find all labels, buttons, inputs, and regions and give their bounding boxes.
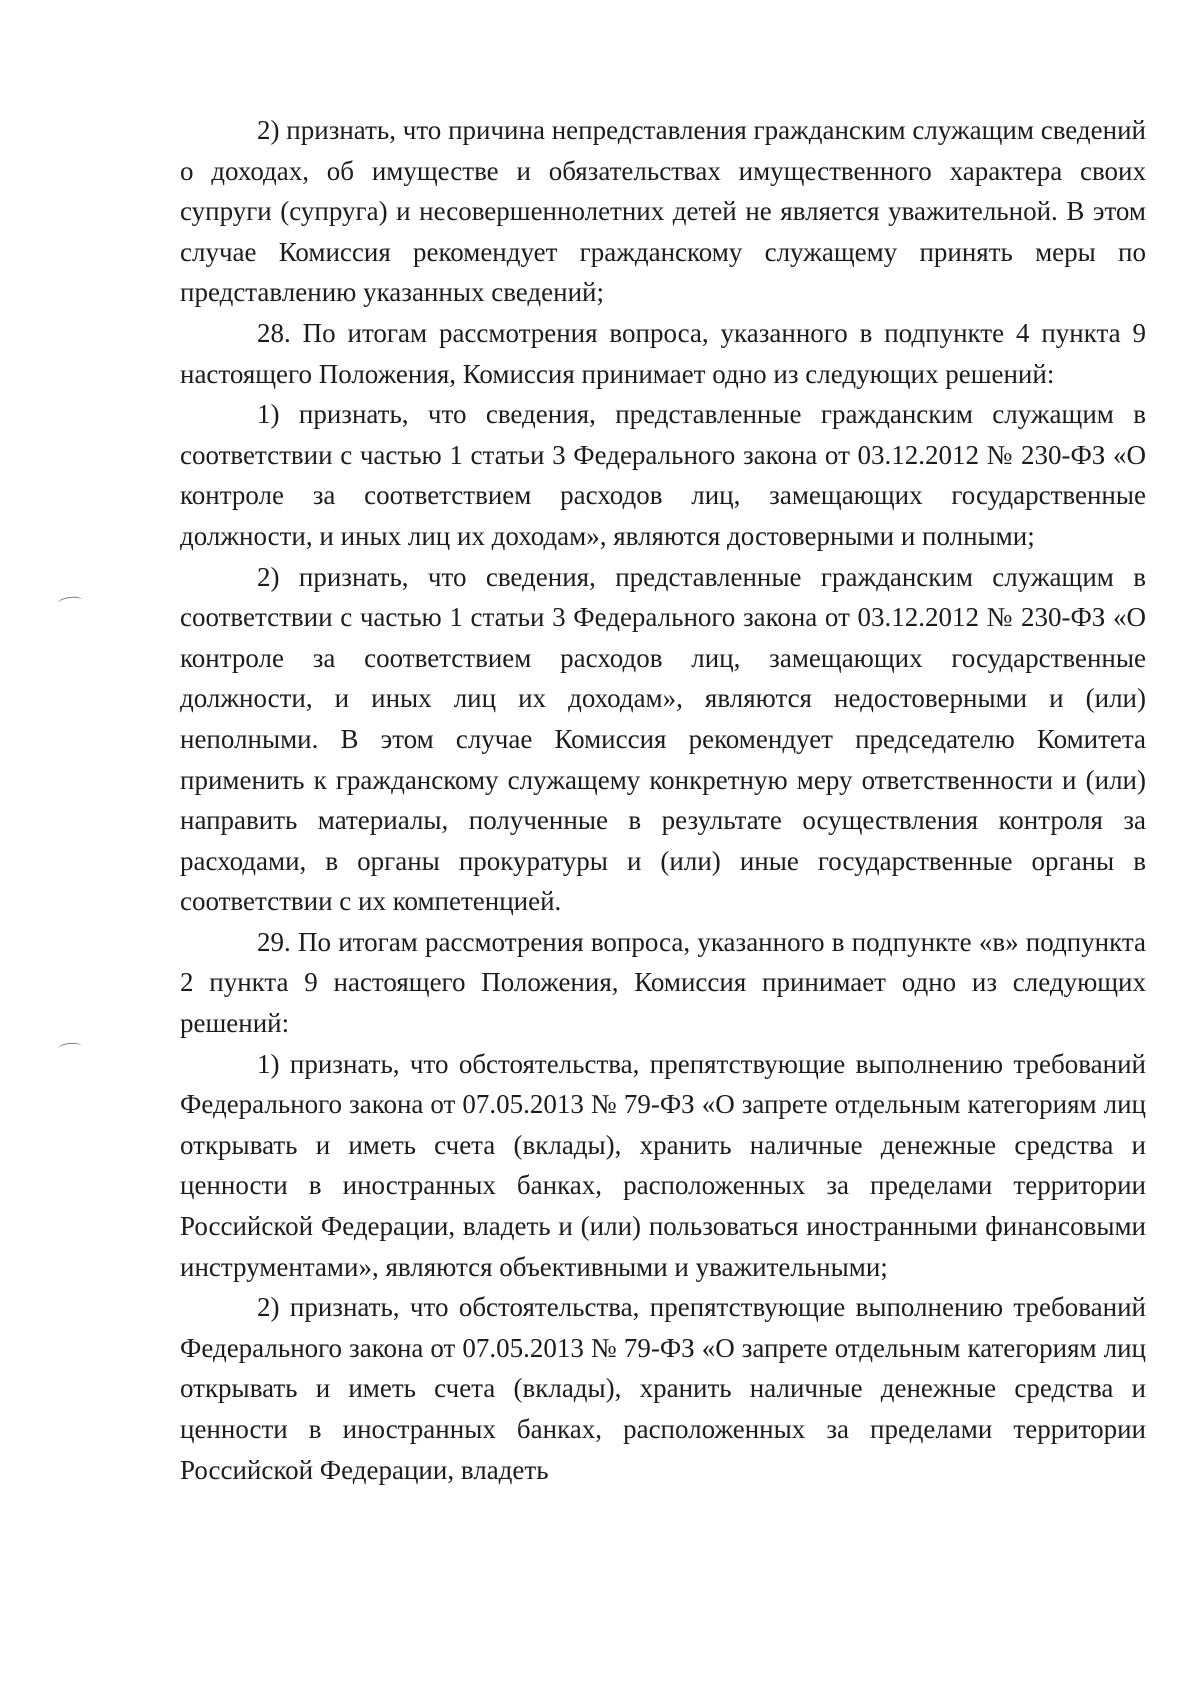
document-body	[180, 110, 1146, 1490]
paragraph-29-item-2: 2) признать, что обстоятельства, препятствующие выполнению требований Федерального закона от 07.05.2013 № 79-ФЗ «О запрете отдельным категориям лиц открывать и иметь счета (вклады), хранить наличные денежные средства и ценности в иностранных банках, расположенных за пределами территории Российской Федерации, владеть	[180, 1292, 1146, 1485]
paragraph-28: 28. По итогам рассмотрения вопроса, указанного в подпункте 4 пункта 9 настоящего Положения, Комиссия принимает одно из следующих решений:	[180, 317, 1146, 389]
paragraph-29-item-1: 1) признать, что обстоятельства, препятствующие выполнению требований Федерального закона от 07.05.2013 № 79-ФЗ «О запрете отдельным категориям лиц открывать и иметь счета (вклады), хранить наличные денежные средства и ценности в иностранных банках, расположенных за пределами территории Российской Федерации, владеть и (или) пользоваться иностранными финансовыми инструментами», являются объективными и уважительными;	[180, 1048, 1146, 1282]
paragraph-28-item-2: 2) признать, что сведения, представленные гражданским служащим в соответствии с частью 1 статьи 3 Федерального закона от 03.12.2012 № 230-ФЗ «О контроле за соответствием расходов лиц, замещающих государственные должности, и иных лиц их доходам», являются недостоверными и (или) неполными. В этом случае Комиссия рекомендует председателю Комитета применить к гражданскому служащему конкретную меру ответственности и (или) направить материалы, полученные в результате осуществления контроля за расходами, в органы прокуратуры и (или) иные государственные органы в соответствии с их компетенцией.	[180, 561, 1146, 917]
paragraph-item-2-part27: 2) признать, что причина непредставления гражданским служащим сведений о доходах, об имуществе и обязательствах имущественного характера своих супруги (супруга) и несовершеннолетних детей не является уважительной. В этом случае Комиссия рекомендует гражданскому служащему принять меры по представлению указанных сведений;	[180, 115, 1146, 308]
scan-artifact-mark	[58, 1042, 83, 1053]
scan-artifact-mark	[57, 595, 82, 607]
paragraph-28-item-1: 1) признать, что сведения, представленные гражданским служащим в соответствии с частью 1 статьи 3 Федерального закона от 03.12.2012 № 230-ФЗ «О контроле за соответствием расходов лиц, замещающих государственные должности, и иных лиц их доходам», являются достоверными и полными;	[180, 399, 1146, 551]
paragraph-29: 29. По итогам рассмотрения вопроса, указанного в подпункте «в» подпункта 2 пункта 9 настоящего Положения, Комиссия принимает одно из следующих решений:	[180, 926, 1146, 1039]
